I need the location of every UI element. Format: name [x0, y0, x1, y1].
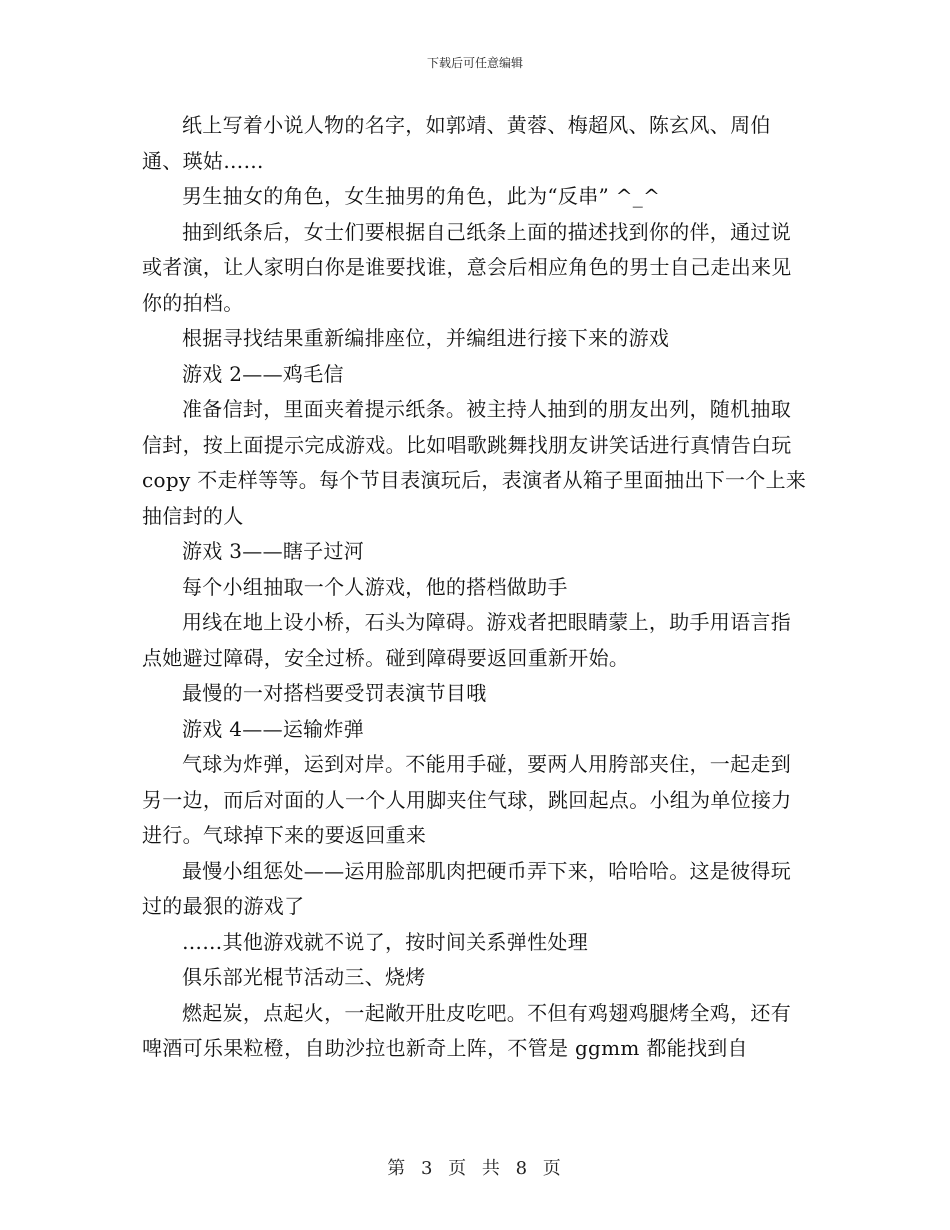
paragraph-13: 最慢小组惩处——运用脸部肌肉把硬币弄下来，哈哈哈。这是彼得玩过的最狠的游戏了	[142, 858, 791, 918]
paragraph-10: 最慢的一对搭档要受罚表演节目哦	[182, 681, 487, 705]
paragraph-9: 用线在地上设小桥，石头为障碍。游戏者把眼睛蒙上，助手用语言指点她避过障碍，安全过桥。碰到障碍要返回重新开始。	[142, 610, 791, 670]
paragraph-12: 气球为炸弹，运到对岸。不能用手碰，要两人用胯部夹住，一起走到另一边，而后对面的人一个人用脚夹住气球，跳回起点。小组为单位接力进行。气球掉下来的要返回重来	[142, 752, 792, 847]
page-header: 下载后可任意编辑	[426, 56, 523, 70]
paragraph-8: 每个小组抽取一个人游戏，他的搭档做助手	[182, 574, 568, 599]
paragraph-1: 纸上写着小说人物的名字，如郭靖、黄蓉、梅超风、陈玄风、周伯通、瑛姑……	[142, 113, 771, 173]
paragraph-3: 抽到纸条后，女士们要根据自己纸条上面的描述找到你的伴，通过说或者演，让人家明白你是谁要找谁，意会后相应角色的男士自己走出来见你的拍档。	[142, 219, 792, 315]
section-heading-game-2: 游戏 2——鸡毛信	[182, 361, 344, 386]
paragraph-4: 根据寻找结果重新编排座位，并编组进行接下来的游戏	[182, 326, 670, 350]
paragraph-6: 准备信封，里面夹着提示纸条。被主持人抽到的朋友出列，随机抽取信封，按上面提示完成游戏。比如唱歌跳舞找朋友讲笑话进行真情告白玩 copy 不走样等等。每个节目表演玩后，表演者从箱子里面抽出下一个上来抽信封的人	[142, 397, 807, 528]
section-heading-game-4: 游戏 4——运输炸弹	[182, 716, 365, 741]
document-body	[142, 108, 807, 1067]
section-heading-game-3: 游戏 3——瞎子过河	[182, 539, 365, 563]
paragraph-14: ……其他游戏就不说了，按时间关系弹性处理	[182, 929, 588, 954]
paragraph-2: 男生抽女的角色，女生抽男的角色，此为“反串” ^_^	[182, 184, 661, 208]
section-heading-bbq: 俱乐部光棍节活动三、烧烤	[182, 965, 426, 989]
page-footer: 第 3 页 共 8 页	[387, 1158, 563, 1179]
paragraph-16: 燃起炭，点起火，一起敞开肚皮吃吧。不但有鸡翅鸡腿烤全鸡，还有啤酒可乐果粒橙，自助沙拉也新奇上阵，不管是 ggmm 都能找到自	[142, 1000, 791, 1060]
